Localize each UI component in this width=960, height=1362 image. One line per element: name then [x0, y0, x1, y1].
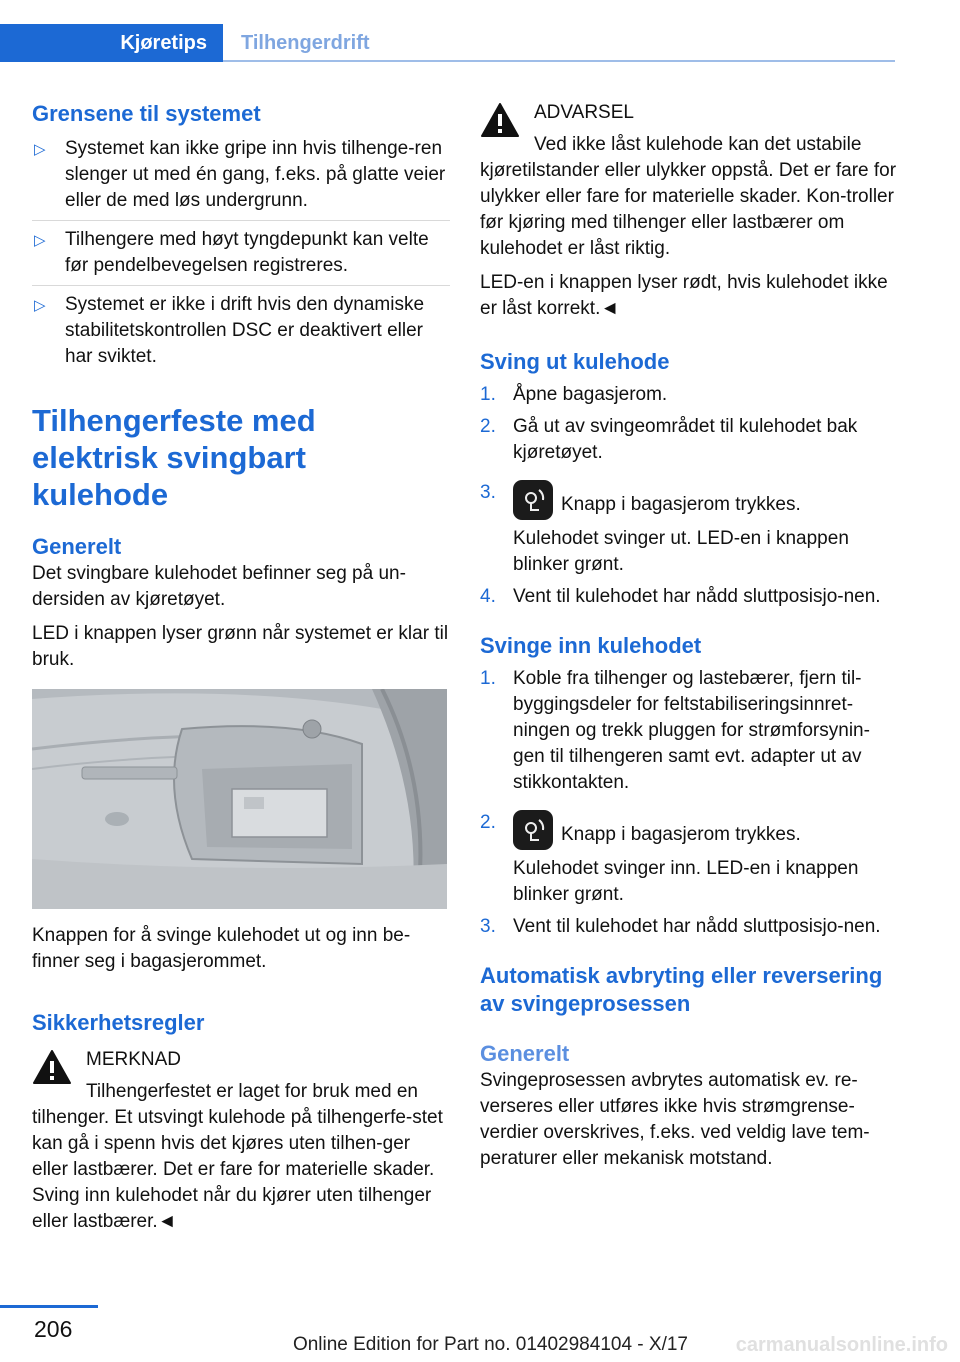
- notice-label: MERKNAD: [86, 1049, 182, 1070]
- warning-text: Ved ikke låst kulehode kan det ustabile kjøretilstander eller ulykker oppstå. Det er fare for ulykker eller fare for materielle skader. Kon-troller før kjøring med tilhenger eller lastbærer om kulehodet er låst riktig.: [480, 134, 897, 259]
- right-column: [480, 100, 898, 1172]
- warning-triangle-icon: [480, 102, 520, 138]
- list-item: ▷ Systemet kan ikke gripe inn hvis tilhenge-ren slenger ut med én gang, f.eks. på glatte veier eller de med løs undergrunn.: [32, 136, 450, 221]
- triangle-bullet-icon: ▷: [34, 141, 46, 158]
- step-item: 1. Koble fra tilhenger og lastebærer, fjern til-byggingsdeler for feltstabiliseringsinnret-ningen og trekk pluggen for strømforsynin-gen til tilhengeren samt evt. adapter ut av stikkontakten.: [480, 668, 870, 793]
- general-title: Generelt: [32, 534, 122, 559]
- step-sub-text: Kulehodet svinger inn. LED-en i knappen blinker grønt.: [513, 858, 859, 905]
- edition-footer: Online Edition for Part no. 01402984104 - X/17: [292, 1334, 688, 1355]
- tab-tilhengerdrift[interactable]: Tilhengerdrift: [241, 31, 370, 54]
- step-item: 3. Knapp i bagasjerom trykkes. Kulehodet svinger ut. LED-en i knappen blinker grønt.: [480, 480, 898, 578]
- main-title: Tilhengerfeste med elektrisk svingbart kulehode: [32, 403, 316, 512]
- general-paragraph-1: Det svingbare kulehodet befinner seg på un-dersiden av kjøretøyet.: [32, 563, 406, 610]
- watermark: carmanualsonline.info: [735, 1334, 948, 1356]
- swing-in-steps: [480, 666, 898, 940]
- warning-box: [480, 100, 898, 262]
- step-item: 1. Åpne bagasjerom.: [480, 384, 668, 405]
- section-title-limits: Grensene til systemet: [32, 101, 261, 126]
- triangle-bullet-icon: ▷: [34, 297, 46, 314]
- header-divider: [223, 60, 895, 62]
- tow-hitch-button-icon: [513, 810, 553, 850]
- list-item: ▷ Tilhengere med høyt tyngdepunkt kan velte før pendelbevegelsen registreres.: [32, 227, 450, 286]
- tow-hitch-button-icon: [513, 480, 553, 520]
- step-sub-text: Kulehodet svinger ut. LED-en i knappen blinker grønt.: [513, 528, 849, 575]
- notice-text: Tilhengerfestet er laget for bruk med en tilhenger. Et utsvingt kulehode på tilhengerfe-stet kan gå i spenn hvis det kjøres uten tilhen-ger eller lastbærer. Det er fare for materielle skader. Sving inn kulehodet når du kjører uten tilhenger eller lastbærer.◄: [32, 1081, 443, 1232]
- swing-in-title: Svinge inn kulehodet: [480, 633, 702, 658]
- notice-box: [32, 1047, 450, 1235]
- step-item: 2. Knapp i bagasjerom trykkes. Kulehodet svinger inn. LED-en i knappen blinker grønt.: [480, 810, 898, 908]
- auto-title: Automatisk avbryting eller reversering av svingeprosessen: [480, 963, 883, 1016]
- auto-text: Svingeprosessen avbrytes automatisk ev. re-verseres eller utføres ikke hvis strømgrense-verdier overskrives, f.eks. ved veldig lave tem-peraturer eller mekanisk motstand.: [480, 1070, 870, 1169]
- step-item: 4. Vent til kulehodet har nådd sluttposisjo-nen.: [480, 586, 881, 607]
- left-column: [32, 100, 450, 1235]
- list-item: ▷ Systemet er ikke i drift hvis den dynamiske stabilitetskontrollen DSC er deaktivert eller har sviktet.: [34, 294, 425, 367]
- warning-label: ADVARSEL: [534, 102, 634, 123]
- tab-kjoretips[interactable]: Kjøretips: [0, 24, 223, 62]
- trunk-illustration: [32, 689, 447, 909]
- general-paragraph-2: LED i knappen lyser grønn når systemet er klar til bruk.: [32, 623, 449, 670]
- swing-out-steps: [480, 382, 898, 610]
- step-item: 2. Gå ut av svingeområdet til kulehodet bak kjøretøyet.: [480, 416, 858, 463]
- photo-caption: Knappen for å svinge kulehodet ut og inn be-finner seg i bagasjerommet.: [32, 925, 411, 972]
- page-number: 206: [34, 1316, 73, 1342]
- trunk-photo: [32, 689, 447, 909]
- triangle-bullet-icon: ▷: [34, 232, 46, 249]
- top-tab-bar: [0, 0, 895, 62]
- auto-general-title: Generelt: [480, 1041, 570, 1066]
- page-number-rule: [0, 1305, 98, 1308]
- warning-triangle-icon: [32, 1049, 72, 1085]
- led-text: LED-en i knappen lyser rødt, hvis kulehodet ikke er låst korrekt.◄: [480, 272, 888, 319]
- step-item: 3. Vent til kulehodet har nådd sluttposisjo-nen.: [480, 916, 881, 937]
- swing-out-title: Sving ut kulehode: [480, 349, 670, 374]
- safety-title: Sikkerhetsregler: [32, 1010, 205, 1035]
- limits-list: [32, 136, 450, 376]
